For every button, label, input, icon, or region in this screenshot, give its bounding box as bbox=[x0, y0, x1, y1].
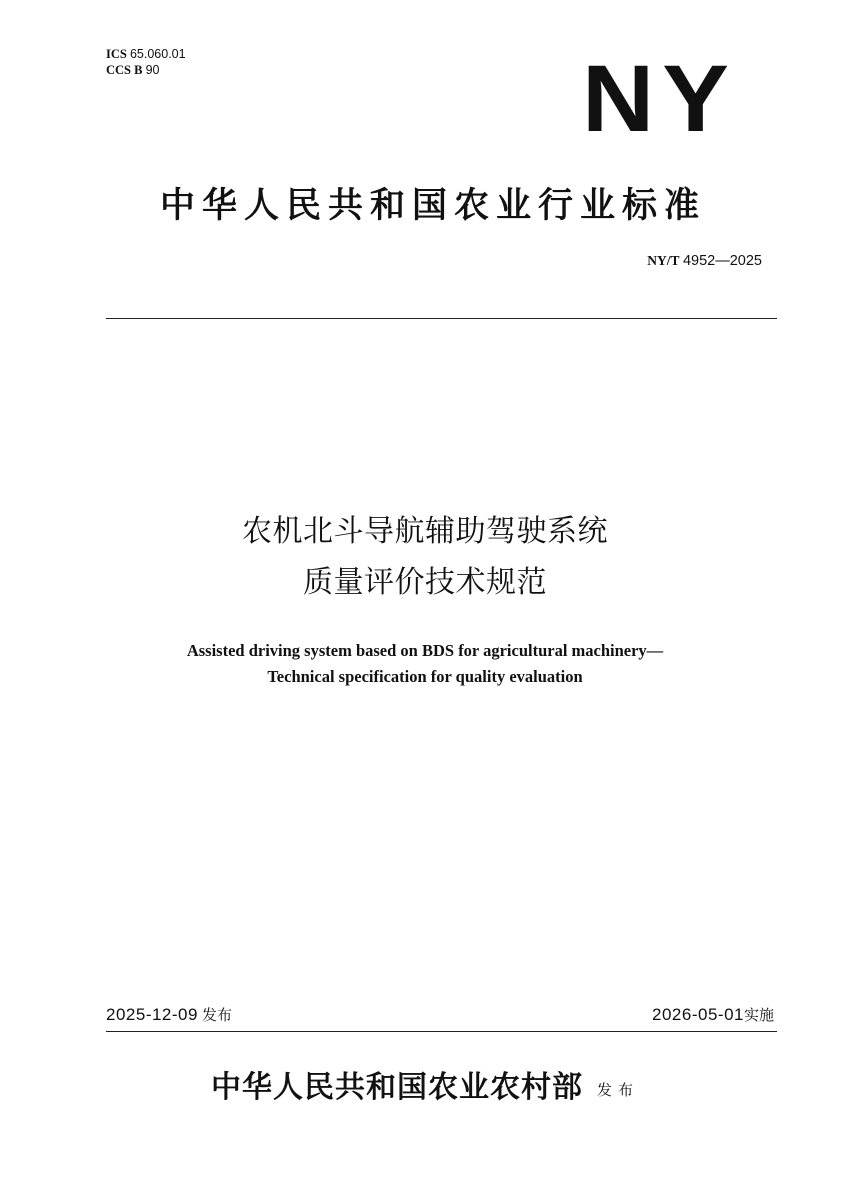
issuer bbox=[0, 1066, 850, 1115]
issue-date bbox=[106, 1002, 232, 1029]
top-divider bbox=[106, 318, 777, 319]
ccs-label: CCS B bbox=[106, 63, 143, 77]
implement-date-value: 2026-05-01 bbox=[652, 1005, 744, 1024]
standard-type-heading: 中华人民共和国农业行业标准 bbox=[159, 186, 706, 226]
standard-code-number: 4952—2025 bbox=[682, 253, 762, 269]
issuer-action: 发布 bbox=[596, 1081, 639, 1099]
issue-date-value: 2025-12-09 bbox=[106, 1005, 198, 1024]
standard-code bbox=[647, 252, 762, 271]
title-en-line-1: Assisted driving system based on BDS for agricultural machinery— bbox=[186, 641, 664, 660]
implement-date bbox=[652, 1002, 774, 1029]
standard-mark-logo: NY bbox=[582, 45, 737, 152]
title-cn-line-2: 质量评价技术规范 bbox=[303, 565, 547, 600]
issue-date-label: 发布 bbox=[201, 1006, 232, 1024]
implement-date-label: 实施 bbox=[743, 1006, 774, 1024]
ics-line bbox=[106, 46, 186, 62]
ics-label: ICS bbox=[106, 47, 127, 61]
issuer-name: 中华人民共和国农业农村部 bbox=[210, 1070, 583, 1105]
classification-block bbox=[106, 46, 186, 78]
title-en-line-2: Technical specification for quality evaluation bbox=[267, 667, 583, 686]
standard-code-prefix: NY/T bbox=[647, 253, 680, 268]
bottom-divider bbox=[106, 1031, 777, 1032]
ics-value: 65.060.01 bbox=[129, 47, 186, 61]
title-cn-line-1: 农机北斗导航辅助驾驶系统 bbox=[242, 514, 608, 549]
ccs-line bbox=[106, 62, 186, 78]
ccs-value: 90 bbox=[145, 63, 160, 77]
